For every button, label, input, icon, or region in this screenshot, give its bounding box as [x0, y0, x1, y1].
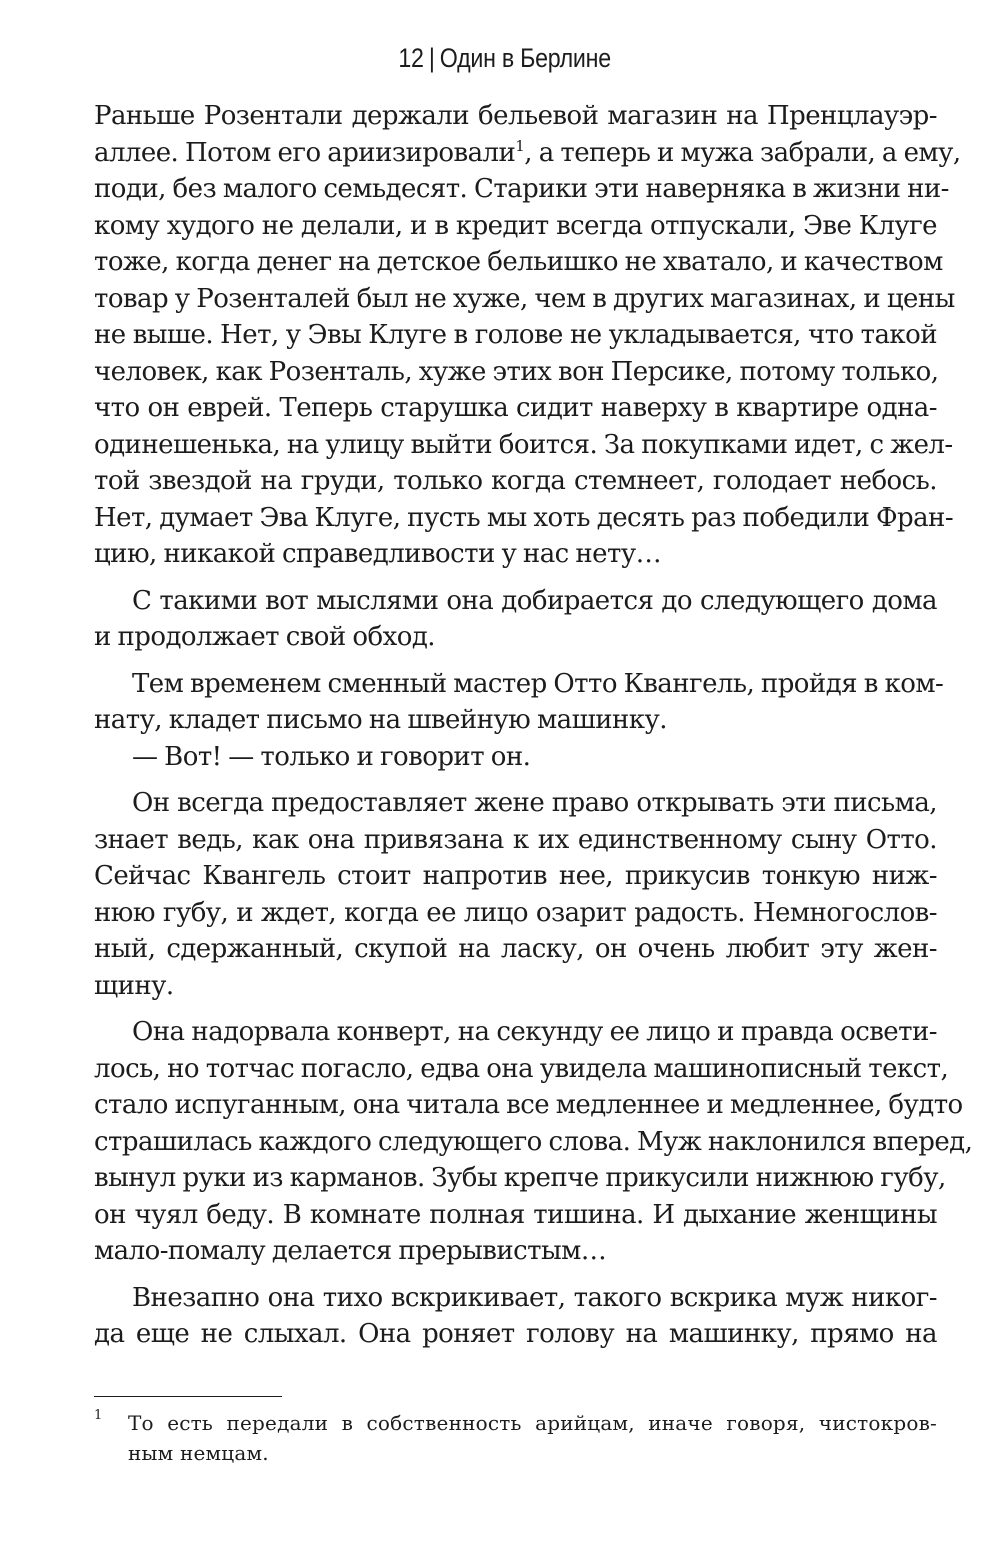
text-fragment: аллее. Потом его ариизировали: [94, 137, 516, 168]
paragraph: [94, 1014, 973, 1270]
text-line: мало-помалу делается прерывистым…: [94, 1236, 607, 1266]
paragraph: [94, 739, 937, 776]
text-fragment: , а теперь и мужа забрали, а ему,: [524, 137, 961, 168]
text-line: Он всегда предоставляет жене право открывать эти письма,: [132, 788, 937, 818]
text-line: кому худого не делали, и в кредит всегда отпускали, Эве Клуге: [94, 210, 937, 241]
text-line: щину.: [94, 970, 174, 1001]
paragraph: [94, 666, 944, 739]
text-line: что он еврей. Теперь старушка сидит наверху в квартире одна-: [94, 393, 937, 423]
text-line: и продолжает свой обход.: [94, 622, 435, 652]
text-line: Внезапно она тихо вскрикивает, такого вскрика муж никог-: [132, 1282, 937, 1313]
text-line: вынул руки из карманов. Зубы крепче прикусили нижнюю губу,: [94, 1163, 946, 1193]
text-line: Тем временем сменный мастер Отто Квангель, пройдя в ком-: [132, 668, 944, 699]
text-line: нату, кладет письмо на швейную машинку.: [94, 705, 667, 735]
text-line: знает ведь, как она привязана к их единственному сыну Отто.: [94, 824, 937, 855]
text-line: человек, как Розенталь, хуже этих вон Персике, потому только,: [94, 356, 939, 387]
page-number: 12: [398, 43, 424, 73]
text-line: тоже, когда денег на детское бельишко не хватало, и качеством: [94, 247, 943, 277]
paragraph: [94, 583, 937, 656]
text-line: одинешенька, на улицу выйти боится. За покупками идет, с жел-: [94, 429, 953, 460]
text-line: да еще не слыхал. Она роняет голову на машинку, прямо на: [94, 1319, 937, 1349]
text-line: стало испуганным, она читала все медленнее и медленнее, будто: [94, 1090, 963, 1120]
text-line: не выше. Нет, у Эвы Клуге в голове не укладывается, что такой: [94, 320, 937, 350]
footnote-line: ным немцам.: [128, 1441, 269, 1465]
running-head: [75, 38, 935, 78]
text-line: страшилась каждого следующего слова. Муж наклонился вперед,: [94, 1126, 973, 1157]
paragraph: [94, 1280, 937, 1353]
paragraph: [94, 98, 961, 573]
body-text: [94, 98, 973, 1353]
text-line: поди, без малого семьдесят. Старики эти наверняка в жизни ни-: [94, 174, 949, 204]
footnote-divider: [94, 1396, 282, 1397]
footnote-reference: 1: [515, 136, 525, 155]
header-separator: |: [428, 43, 435, 73]
text-line: товар у Розенталей был не хуже, чем в других магазинах, и цены: [94, 283, 955, 314]
footnote-mark: 1: [94, 1408, 103, 1423]
text-line: С такими вот мыслями она добирается до следующего дома: [132, 585, 937, 616]
text-line: Нет, думает Эва Клуге, пусть мы хоть десять раз победили Фран-: [94, 502, 954, 533]
text-line: Раньше Розентали держали бельевой магазин на Пренцлауэр-: [94, 101, 937, 131]
text-line: лось, но тотчас погасло, едва она увидела машинописный текст,: [94, 1053, 949, 1084]
footnote-line: То есть передали в собственность арийцам, иначе говоря, чистокров-: [128, 1411, 937, 1435]
text-line: Она надорвала конверт, на секунду ее лицо и правда освети-: [132, 1017, 937, 1047]
text-line: [94, 135, 961, 172]
text-line: той звездой на груди, только когда стемнеет, голодает небось.: [94, 466, 937, 496]
footnote-text: [128, 1408, 937, 1468]
paragraph: [94, 785, 937, 1004]
text-line: он чуял беду. В комнате полная тишина. И дыхание женщины: [94, 1199, 937, 1230]
book-title: Один в Берлине: [439, 43, 611, 73]
text-line: ный, сдержанный, скупой на ласку, он очень любит эту жен-: [94, 934, 937, 964]
text-line: Сейчас Квангель стоит напротив нее, прикусив тонкую ниж-: [94, 861, 937, 891]
text-line: — Вот! — только и говорит он.: [132, 741, 531, 772]
text-line: цию, никакой справедливости у нас нету…: [94, 539, 662, 569]
text-line: нюю губу, и ждет, когда ее лицо озарит радость. Немногослов-: [94, 897, 937, 928]
